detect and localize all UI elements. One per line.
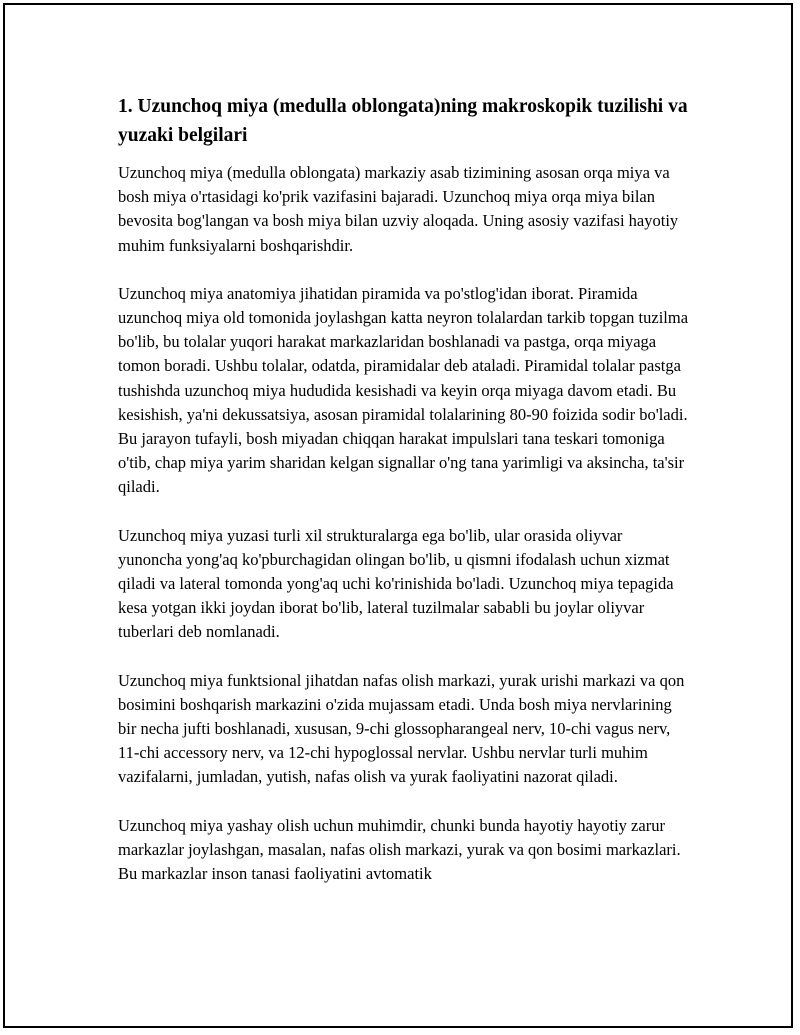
paragraph-1: Uzunchoq miya (medulla oblongata) markaziy asab tizimining asosan orqa miya va bosh miya o'rtasidagi ko'prik vazifasini bajaradi. Uzunchoq miya orqa miya bilan bevosita bog'langan va bosh miya bilan uzviy aloqada. Uning asosiy vazifasi hayotiy muhim funksiyalarni boshqarishdir. [118, 163, 679, 255]
paragraph-2: Uzunchoq miya anatomiya jihatidan piramida va po'stlog'idan iborat. Piramida uzunchoq miya old tomonida joylashgan katta neyron tolalardan tarkib topgan tuzilma bo'lib, bu tolalar yuqori harakat markazlaridan boshlanadi va pastga, orqa miyaga tomon boradi. Ushbu tolalar, odatda, piramidalar deb ataladi. Piramidal tolalar pastga tushishda uzunchoq miya hududida kesishadi va keyin orqa miyaga davom etadi. Bu kesishish, ya'ni dekussatsiya, asosan piramidal tolalarining 80-90 foizida sodir bo'ladi. Bu jarayon tufayli, bosh miyadan chiqqan harakat impulslari tana teskari tomoniga o'tib, chap miya yarim sharidan kelgan signallar o'ng tana yarimligi va aksincha, ta'sir qiladi. [118, 283, 689, 497]
document-body [118, 92, 688, 910]
paragraph-3: Uzunchoq miya yuzasi turli xil strukturalarga ega bo'lib, ular orasida oliyvar yunoncha yong'aq ko'pburchagidan olingan bo'lib, u qismni ifodalash uchun xizmat qiladi va lateral tomonda yong'aq uchi ko'rinishida bo'ladi. Uzunchoq miya tepagida kesa yotgan ikki joydan iborat bo'lib, lateral tuzilmalar sababli bu joylar oliyvar tuberlari deb nomlanadi. [118, 525, 674, 642]
section-title: 1. Uzunchoq miya (medulla oblongata)ning makroskopik tuzilishi va yuzaki belgilari [118, 96, 688, 146]
paragraph-5: Uzunchoq miya yashay olish uchun muhimdir, chunki bunda hayotiy hayotiy zarur markazlar joylashgan, masalan, nafas olish markazi, yurak va qon bosimi markazlari. Bu markazlar inson tanasi faoliyatini avtomatik [118, 815, 681, 884]
paragraph-4: Uzunchoq miya funktsional jihatdan nafas olish markazi, yurak urishi markazi va qon bosimini boshqarish markazini o'zida mujassam etadi. Unda bosh miya nervlarining bir necha jufti boshlanadi, xususan, 9-chi glossopharangeal nerv, 10-chi vagus nerv, 11-chi accessory nerv, va 12-chi hypoglossal nervlar. Ushbu nervlar turli muhim vazifalarni, jumladan, yutish, nafas olish va yurak faoliyatini nazorat qiladi. [118, 670, 685, 787]
